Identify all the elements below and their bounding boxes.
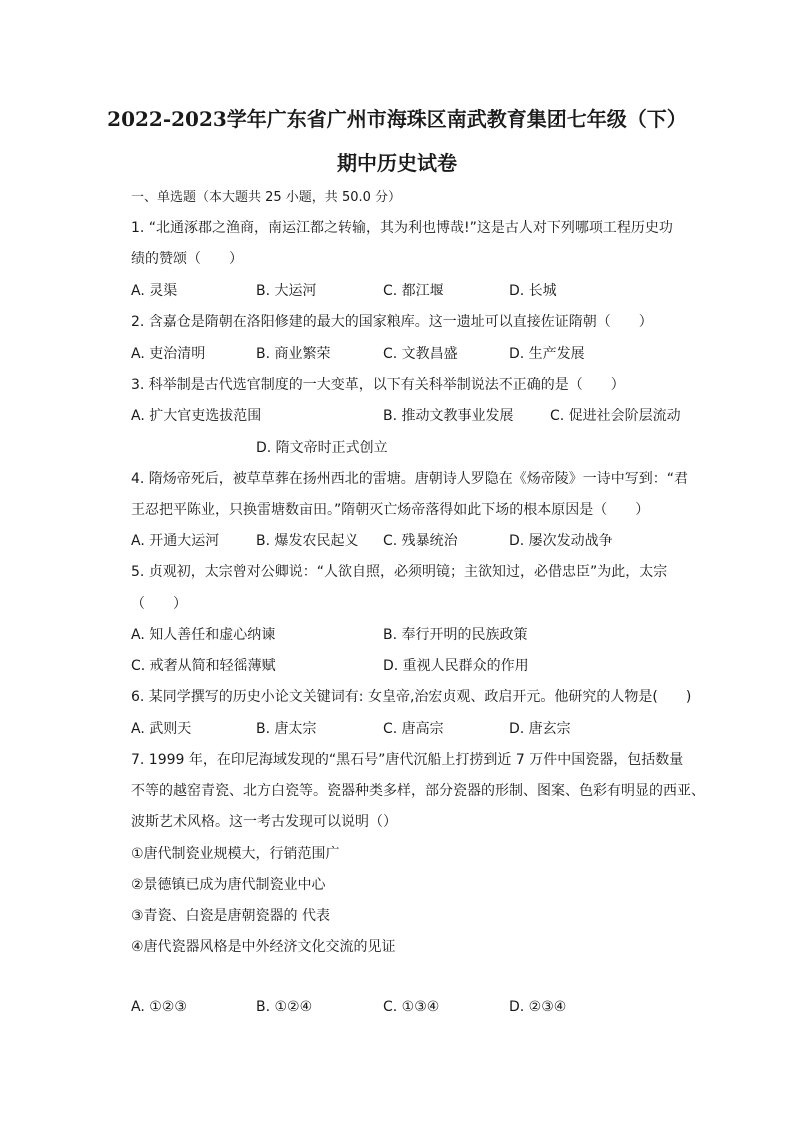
question-4-option-c: C. 残暴统治: [383, 533, 458, 549]
question-1-line-2: 绩的赞颂（ ）: [131, 251, 243, 267]
question-7-statement-1: ①唐代制瓷业规模大，行销范围广: [131, 846, 340, 862]
question-5-option-d: D. 重视人民群众的作用: [383, 658, 529, 674]
section-heading: 一、单选题（本大题共 25 小题，共 50.0 分）: [131, 190, 402, 205]
question-6-option-d: D. 唐玄宗: [509, 721, 571, 737]
question-3-option-a: A. 扩大官吏选拔范围: [131, 408, 262, 424]
question-6-option-b: B. 唐太宗: [256, 721, 317, 737]
question-4-option-d: D. 屡次发动战争: [509, 533, 613, 549]
question-7-line-1: 7. 1999 年，在印尼海域发现的“黑石号”唐代沉船上打捞到近 7 万件中国瓷器，包括数量: [131, 752, 684, 768]
question-2-option-d: D. 生产发展: [509, 346, 585, 362]
question-7-option-b: B. ①②④: [256, 999, 313, 1015]
question-3-option-d: D. 隋文帝时正式创立: [256, 440, 388, 456]
question-4-option-b: B. 爆发农民起义: [256, 533, 359, 549]
question-1-option-d: D. 长城: [509, 283, 557, 299]
question-7-option-d: D. ②③④: [509, 999, 567, 1015]
question-7-statement-4: ④唐代瓷器风格是中外经济文化交流的见证: [131, 939, 396, 955]
question-5-line-2: （ ）: [131, 596, 187, 612]
question-2-option-a: A. 吏治清明: [131, 346, 206, 362]
question-1-option-c: C. 都江堰: [383, 283, 444, 299]
question-7-option-a: A. ①②③: [131, 999, 187, 1015]
question-7-line-2: 不等的越窑青瓷、北方白瓷等。瓷器种类多样，部分瓷器的形制、图案、色彩有明显的西亚、: [131, 783, 705, 799]
question-4-line-2: 王忍把平陈业，只换雷塘数亩田。”隋朝灭亡炀帝落得如此下场的根本原因是（ ）: [131, 502, 650, 518]
question-7-option-c: C. ①③④: [383, 999, 440, 1015]
question-1-option-a: A. 灵渠: [131, 283, 178, 299]
question-6-option-a: A. 武则天: [131, 721, 192, 737]
question-1-option-b: B. 大运河: [256, 283, 317, 299]
question-3-line-1: 3. 科举制是古代选官制度的一大变革，以下有关科举制说法不正确的是（ ）: [131, 377, 625, 393]
question-3-option-b: B. 推动文教事业发展: [383, 408, 514, 424]
question-2-option-b: B. 商业繁荣: [256, 346, 331, 362]
question-2-option-c: C. 文教昌盛: [383, 346, 458, 362]
question-2-line-1: 2. 含嘉仓是隋朝在洛阳修建的最大的国家粮库。这一遗址可以直接佐证隋朝（ ）: [131, 314, 653, 330]
question-7-statement-3: ③青瓷、白瓷是唐朝瓷器的 代表: [131, 908, 331, 924]
question-3-option-c: C. 促进社会阶层流动: [550, 408, 681, 424]
exam-title-line-1: 2022-2023学年广东省广州市海珠区南武教育集团七年级（下）: [107, 107, 687, 131]
question-6-line-1: 6. 某同学撰写的历史小论文关键词有: 女皇帝,治宏贞观、政启开元。他研究的人物是( ): [131, 689, 692, 705]
question-4-option-a: A. 开通大运河: [131, 533, 220, 549]
question-5-line-1: 5. 贞观初，太宗曾对公卿说：“人欲自照，必须明镜；主欲知过，必借忠臣”为此，太宗: [131, 564, 668, 580]
question-7-line-3: 波斯艺术风格。这一考古发现可以说明（）: [131, 814, 397, 830]
question-5-option-c: C. 戒奢从简和轻徭薄赋: [131, 658, 276, 674]
exam-title-line-2: 期中历史试卷: [337, 151, 457, 175]
question-5-option-a: A. 知人善任和虚心纳谏: [131, 627, 276, 643]
question-4-line-1: 4. 隋炀帝死后，被草草葬在扬州西北的雷塘。唐朝诗人罗隐在《炀帝陵》一诗中写到：“君: [131, 471, 689, 487]
question-5-option-b: B. 奉行开明的民族政策: [383, 627, 528, 643]
question-1-line-1: 1. “北通涿郡之渔商，南运江都之转输，其为利也博哉!”这是古人对下列哪项工程历史功: [131, 220, 673, 236]
question-7-statement-2: ②景德镇已成为唐代制瓷业中心: [131, 877, 326, 893]
question-6-option-c: C. 唐高宗: [383, 721, 444, 737]
